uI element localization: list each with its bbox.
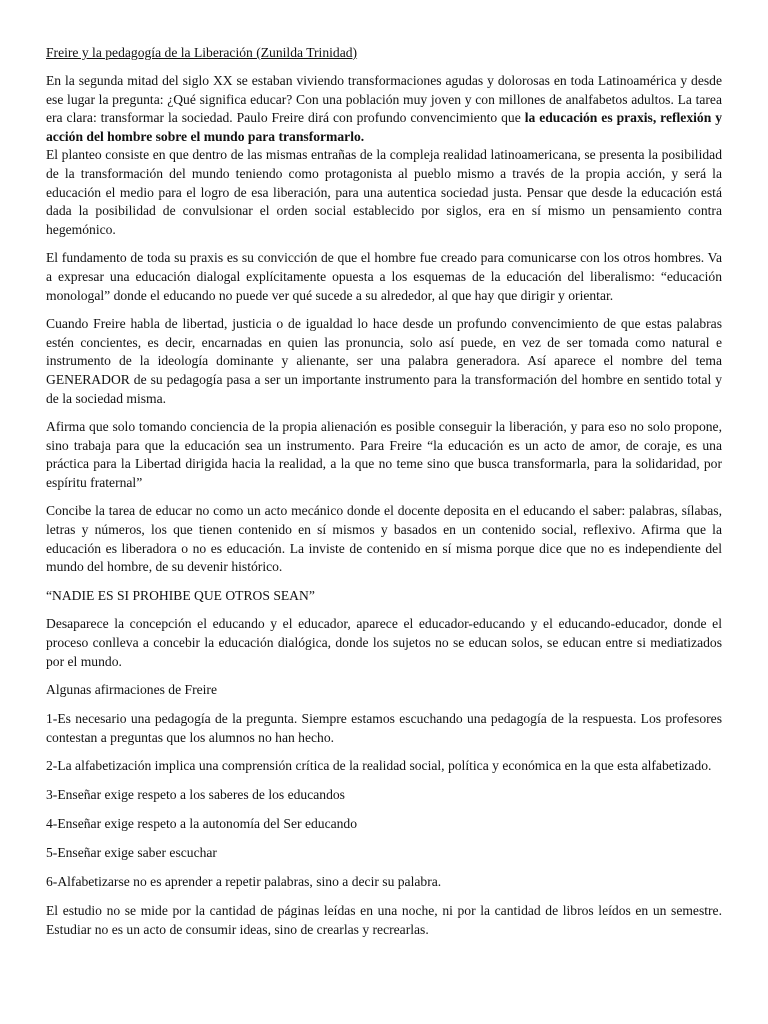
quote-line: “NADIE ES SI PROHIBE QUE OTROS SEAN” <box>46 587 315 603</box>
paragraph-intro-bold: la educación es praxis, reflexión y acción del hombre sobre el mundo para transformarlo. <box>46 110 722 144</box>
paragraph-planteo: El planteo consiste en que dentro de las mismas entrañas de la compleja realidad latinoamericana, se presenta la posibilidad de la transformación del mundo teniendo como protagonista al pueblo mismo a través de la propia acción, y será la educación el medio para el logro de esa liberación, para una autentica sociedad justa. Pensar que desde la educación está dada la posibilidad de convulsionar el orden social establecido por siglos, era en sí mismo un pensamiento contra hegemónico. <box>46 147 722 237</box>
paragraph-alienacion: Afirma que solo tomando conciencia de la propia alienación es posible conseguir la liberación, y para eso no solo propone, sino trabaja para que la educación sea un instrumento. Para Freire “la educación es un acto de amor, de coraje, es una práctica para la Libertad dirigida hacia la realidad, a la que no teme sino que busca transformarla, para la solidaridad, por espíritu fraternal” <box>46 419 722 490</box>
paragraph-intro-text: En la segunda mitad del siglo XX se estaban viviendo transformaciones agudas y dolorosas en toda Latinoamérica y desde ese lugar la pregunta: ¿Qué significa educar? Con una población muy joven y con millones de analfabetos adultos. La tarea era clara: transformar la sociedad. Paulo Freire dirá con profundo convencimiento que <box>46 73 722 126</box>
paragraph-educar: Concibe la tarea de educar no como un acto mecánico donde el docente deposita en el educando el saber: palabras, sílabas, letras y números, los que tienen contenido en sí mismos y basados en un contenido social, reflexivo. Afirma que la educación es liberadora o no es educación. La inviste de contenido en sí misma porque dice que no es independiente del mundo del hombre, de su devenir histórico. <box>46 503 722 575</box>
list-item-4: 4-Enseñar exige respeto a la autonomía del Ser educando <box>46 816 358 832</box>
paragraph-closing: El estudio no se mide por la cantidad de páginas leídas en una noche, ni por la cantidad de libros leídos en un semestre. Estudiar no es un acto de consumir ideas, sino de crearlas y recrearlas. <box>46 903 722 937</box>
list-heading: Algunas afirmaciones de Freire <box>46 682 217 698</box>
list-item-2: 2-La alfabetización implica una comprensión crítica de la realidad social, política y económica en la que esta alfabetizado. <box>46 758 712 774</box>
list-item-6: 6-Alfabetizarse no es aprender a repetir palabras, sino a decir su palabra. <box>46 874 442 890</box>
paragraph-dialogica: Desaparece la concepción el educando y el educador, aparece el educador-educando y el educando-educador, donde el proceso conlleva a concebir la educación dialógica, donde los sujetos no se educan solos, se educan entre si mediatizados por el mundo. <box>46 616 722 669</box>
list-item-1: 1-Es necesario una pedagogía de la pregunta. Siempre estamos escuchando una pedagogía de la respuesta. Los profesores contestan a preguntas que los alumnos no han hecho. <box>46 711 722 745</box>
paragraph-fundamento: El fundamento de toda su praxis es su convicción de que el hombre fue creado para comunicarse con los otros hombres. Va a expresar una educación dialogal explícitamente opuesta a los esquemas de la educación del liberalismo: “educación monologal” donde el educando no puede ver qué sucede a su alrededor, al que hay que dirigir y orientar. <box>46 250 722 303</box>
list-item-3: 3-Enseñar exige respeto a los saberes de los educandos <box>46 787 345 803</box>
paragraph-intro <box>46 72 722 146</box>
list-item-5: 5-Enseñar exige saber escuchar <box>46 845 217 861</box>
document-title: Freire y la pedagogía de la Liberación (Zunilda Trinidad) <box>46 45 358 60</box>
paragraph-libertad: Cuando Freire habla de libertad, justicia o de igualdad lo hace desde un profundo convencimiento de que estas palabras estén concientes, es decir, encarnadas en quien las pronuncia, solo así puede, en vez de ser tomada como natural e instrumento de la ideología dominante y alienante, ser una palabra generadora. Así aparece el nombre del tema GENERADOR de su pedagogía pasa a ser un importante instrumento para la transformación del hombre en sentido total y de la sociedad misma. <box>46 316 722 406</box>
